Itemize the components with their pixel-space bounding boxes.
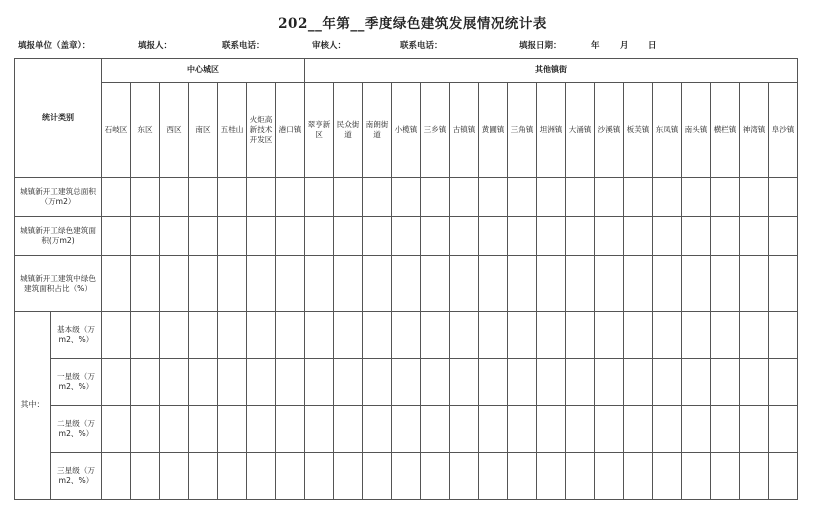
town-header-11: 沙溪镇	[595, 83, 624, 178]
data-cell[interactable]	[102, 217, 131, 256]
data-cell[interactable]	[740, 406, 769, 453]
data-cell[interactable]	[653, 256, 682, 312]
data-cell[interactable]	[682, 312, 711, 359]
data-cell[interactable]	[363, 406, 392, 453]
data-cell[interactable]	[740, 359, 769, 406]
data-cell[interactable]	[508, 178, 537, 217]
data-cell[interactable]	[479, 217, 508, 256]
town-header-14: 南头镇	[682, 83, 711, 178]
data-cell[interactable]	[421, 217, 450, 256]
data-cell[interactable]	[131, 359, 160, 406]
data-cell[interactable]	[740, 453, 769, 500]
data-cell[interactable]	[276, 406, 305, 453]
data-cell[interactable]	[624, 178, 653, 217]
data-cell[interactable]	[102, 406, 131, 453]
town-header-15: 横栏镇	[711, 83, 740, 178]
data-cell[interactable]	[595, 406, 624, 453]
district-header-3: 西区	[160, 83, 189, 178]
data-cell[interactable]	[334, 359, 363, 406]
data-cell[interactable]	[363, 453, 392, 500]
data-cell[interactable]	[682, 178, 711, 217]
data-cell[interactable]	[711, 359, 740, 406]
district-header-7: 港口镇	[276, 83, 305, 178]
town-header-16: 神湾镇	[740, 83, 769, 178]
data-cell[interactable]	[450, 359, 479, 406]
data-cell[interactable]	[276, 359, 305, 406]
data-cell[interactable]	[624, 312, 653, 359]
data-cell[interactable]	[218, 217, 247, 256]
town-header-17: 阜沙镇	[769, 83, 798, 178]
data-cell[interactable]	[450, 217, 479, 256]
data-cell[interactable]	[160, 217, 189, 256]
data-cell[interactable]	[247, 359, 276, 406]
row-label-green-area: 城镇新开工绿色建筑面积(万m2)	[15, 217, 102, 256]
data-cell[interactable]	[450, 256, 479, 312]
data-cell[interactable]	[595, 178, 624, 217]
town-header-2: 民众街道	[334, 83, 363, 178]
data-cell[interactable]	[160, 406, 189, 453]
data-cell[interactable]	[769, 453, 798, 500]
data-cell[interactable]	[740, 217, 769, 256]
data-cell[interactable]	[392, 406, 421, 453]
data-cell[interactable]	[160, 256, 189, 312]
data-cell[interactable]	[218, 256, 247, 312]
group-center-header: 中心城区	[102, 59, 305, 83]
data-cell[interactable]	[247, 178, 276, 217]
data-cell[interactable]	[392, 312, 421, 359]
data-cell[interactable]	[247, 312, 276, 359]
data-cell[interactable]	[711, 312, 740, 359]
data-cell[interactable]	[160, 453, 189, 500]
data-cell[interactable]	[247, 406, 276, 453]
data-cell[interactable]	[189, 178, 218, 217]
phone-label-2: 联系电话：	[400, 41, 443, 51]
data-cell[interactable]	[479, 406, 508, 453]
date-year-label: 年	[591, 41, 600, 51]
data-cell[interactable]	[189, 256, 218, 312]
row-label-green-ratio: 城镇新开工建筑中绿色建筑面积占比（%）	[15, 256, 102, 312]
data-cell[interactable]	[392, 178, 421, 217]
data-cell[interactable]	[566, 406, 595, 453]
reviewer-label: 审核人：	[312, 41, 347, 51]
data-cell[interactable]	[479, 312, 508, 359]
data-cell[interactable]	[421, 178, 450, 217]
data-cell[interactable]	[160, 359, 189, 406]
data-cell[interactable]	[653, 312, 682, 359]
district-header-4: 南区	[189, 83, 218, 178]
data-cell[interactable]	[624, 406, 653, 453]
data-cell[interactable]	[218, 406, 247, 453]
data-cell[interactable]	[392, 453, 421, 500]
data-cell[interactable]	[363, 359, 392, 406]
data-cell[interactable]	[682, 406, 711, 453]
data-cell[interactable]	[682, 217, 711, 256]
data-cell[interactable]	[740, 312, 769, 359]
data-cell[interactable]	[334, 453, 363, 500]
data-cell[interactable]	[537, 359, 566, 406]
statistics-table	[14, 58, 798, 500]
data-cell[interactable]	[595, 359, 624, 406]
data-cell[interactable]	[276, 217, 305, 256]
data-cell[interactable]	[189, 217, 218, 256]
data-cell[interactable]	[421, 256, 450, 312]
data-cell[interactable]	[682, 453, 711, 500]
district-header-2: 东区	[131, 83, 160, 178]
data-cell[interactable]	[508, 256, 537, 312]
data-cell[interactable]	[508, 217, 537, 256]
data-cell[interactable]	[218, 178, 247, 217]
data-cell[interactable]	[624, 359, 653, 406]
data-cell[interactable]	[102, 359, 131, 406]
form-title: 202__年第__季度绿色建筑发展情况统计表	[278, 16, 547, 32]
data-cell[interactable]	[363, 217, 392, 256]
data-cell[interactable]	[421, 453, 450, 500]
reporting-unit-label: 填报单位（盖章）：	[18, 41, 91, 51]
data-cell[interactable]	[537, 217, 566, 256]
data-cell[interactable]	[624, 256, 653, 312]
data-cell[interactable]	[305, 453, 334, 500]
data-cell[interactable]	[247, 256, 276, 312]
town-header-6: 古镇镇	[450, 83, 479, 178]
data-cell[interactable]	[595, 453, 624, 500]
data-cell[interactable]	[102, 312, 131, 359]
data-cell[interactable]	[131, 217, 160, 256]
data-cell[interactable]	[131, 406, 160, 453]
data-cell[interactable]	[334, 178, 363, 217]
data-cell[interactable]	[566, 359, 595, 406]
data-cell[interactable]	[769, 256, 798, 312]
data-cell[interactable]	[479, 178, 508, 217]
data-cell[interactable]	[450, 453, 479, 500]
town-header-4: 小榄镇	[392, 83, 421, 178]
data-cell[interactable]	[537, 312, 566, 359]
town-header-5: 三乡镇	[421, 83, 450, 178]
data-cell[interactable]	[537, 178, 566, 217]
data-cell[interactable]	[421, 406, 450, 453]
data-cell[interactable]	[160, 178, 189, 217]
data-cell[interactable]	[189, 406, 218, 453]
data-cell[interactable]	[450, 178, 479, 217]
data-cell[interactable]	[769, 406, 798, 453]
data-cell[interactable]	[247, 217, 276, 256]
data-cell[interactable]	[537, 406, 566, 453]
data-cell[interactable]	[392, 256, 421, 312]
data-cell[interactable]	[624, 453, 653, 500]
row-label-three-star: 三星级（万m2、%）	[51, 453, 102, 500]
data-cell[interactable]	[363, 256, 392, 312]
data-cell[interactable]	[508, 312, 537, 359]
town-header-3: 南朗街道	[363, 83, 392, 178]
data-cell[interactable]	[421, 312, 450, 359]
data-cell[interactable]	[566, 178, 595, 217]
data-cell[interactable]	[305, 178, 334, 217]
data-cell[interactable]	[653, 178, 682, 217]
data-cell[interactable]	[218, 453, 247, 500]
data-cell[interactable]	[102, 453, 131, 500]
row-label-basic: 基本级（万m2、%）	[51, 312, 102, 359]
data-cell[interactable]	[769, 312, 798, 359]
data-cell[interactable]	[131, 453, 160, 500]
data-cell[interactable]	[653, 406, 682, 453]
data-cell[interactable]	[363, 312, 392, 359]
data-cell[interactable]	[392, 217, 421, 256]
data-cell[interactable]	[276, 312, 305, 359]
date-day-label: 日	[648, 41, 657, 51]
town-header-10: 大涌镇	[566, 83, 595, 178]
data-cell[interactable]	[189, 312, 218, 359]
data-cell[interactable]	[131, 312, 160, 359]
data-cell[interactable]	[276, 453, 305, 500]
data-cell[interactable]	[624, 217, 653, 256]
data-cell[interactable]	[508, 359, 537, 406]
data-cell[interactable]	[595, 312, 624, 359]
data-cell[interactable]	[334, 256, 363, 312]
data-cell[interactable]	[566, 312, 595, 359]
data-cell[interactable]	[537, 453, 566, 500]
data-cell[interactable]	[450, 312, 479, 359]
data-cell[interactable]	[508, 453, 537, 500]
data-cell[interactable]	[450, 406, 479, 453]
report-date-label: 填报日期：	[519, 41, 562, 51]
data-cell[interactable]	[189, 359, 218, 406]
phone-label-1: 联系电话：	[222, 41, 265, 51]
data-cell[interactable]	[479, 453, 508, 500]
data-cell[interactable]	[305, 359, 334, 406]
data-cell[interactable]	[740, 256, 769, 312]
data-cell[interactable]	[508, 406, 537, 453]
data-cell[interactable]	[711, 217, 740, 256]
data-cell[interactable]	[653, 453, 682, 500]
qizhong-label: 其中：	[15, 312, 51, 500]
data-cell[interactable]	[305, 256, 334, 312]
data-cell[interactable]	[421, 359, 450, 406]
data-cell[interactable]	[276, 178, 305, 217]
data-cell[interactable]	[102, 178, 131, 217]
row-label-two-star: 二星级（万m2、%）	[51, 406, 102, 453]
district-header-1: 石岐区	[102, 83, 131, 178]
data-cell[interactable]	[334, 217, 363, 256]
town-header-1: 翠亨新区	[305, 83, 334, 178]
data-cell[interactable]	[479, 359, 508, 406]
data-cell[interactable]	[247, 453, 276, 500]
data-cell[interactable]	[769, 217, 798, 256]
data-cell[interactable]	[653, 359, 682, 406]
data-cell[interactable]	[566, 256, 595, 312]
data-cell[interactable]	[189, 453, 218, 500]
row-label-total-area: 城镇新开工建筑总面积（万m2）	[15, 178, 102, 217]
data-cell[interactable]	[334, 312, 363, 359]
data-cell[interactable]	[363, 178, 392, 217]
data-cell[interactable]	[769, 178, 798, 217]
data-cell[interactable]	[479, 256, 508, 312]
data-cell[interactable]	[711, 178, 740, 217]
data-cell[interactable]	[218, 312, 247, 359]
date-month-label: 月	[620, 41, 629, 51]
data-cell[interactable]	[305, 406, 334, 453]
data-cell[interactable]	[711, 453, 740, 500]
filler-label: 填报人：	[138, 41, 173, 51]
data-cell[interactable]	[682, 256, 711, 312]
town-header-12: 板芙镇	[624, 83, 653, 178]
data-cell[interactable]	[392, 359, 421, 406]
data-cell[interactable]	[769, 359, 798, 406]
data-cell[interactable]	[595, 256, 624, 312]
data-cell[interactable]	[305, 312, 334, 359]
data-cell[interactable]	[653, 217, 682, 256]
data-cell[interactable]	[711, 256, 740, 312]
group-other-header: 其他镇街	[305, 59, 798, 83]
district-header-5: 五桂山	[218, 83, 247, 178]
data-cell[interactable]	[276, 256, 305, 312]
data-cell[interactable]	[334, 406, 363, 453]
data-cell[interactable]	[595, 217, 624, 256]
town-header-13: 东凤镇	[653, 83, 682, 178]
town-header-8: 三角镇	[508, 83, 537, 178]
data-cell[interactable]	[682, 359, 711, 406]
data-cell[interactable]	[305, 217, 334, 256]
category-header: 统计类别	[15, 59, 102, 178]
data-cell[interactable]	[131, 178, 160, 217]
town-header-7: 黄圃镇	[479, 83, 508, 178]
data-cell[interactable]	[566, 453, 595, 500]
data-cell[interactable]	[218, 359, 247, 406]
data-cell[interactable]	[566, 217, 595, 256]
data-cell[interactable]	[102, 256, 131, 312]
data-cell[interactable]	[160, 312, 189, 359]
data-cell[interactable]	[740, 178, 769, 217]
district-header-6: 火炬高新技术开发区	[247, 83, 276, 178]
data-cell[interactable]	[537, 256, 566, 312]
data-cell[interactable]	[131, 256, 160, 312]
data-cell[interactable]	[711, 406, 740, 453]
row-label-one-star: 一星级（万m2、%）	[51, 359, 102, 406]
town-header-9: 坦洲镇	[537, 83, 566, 178]
